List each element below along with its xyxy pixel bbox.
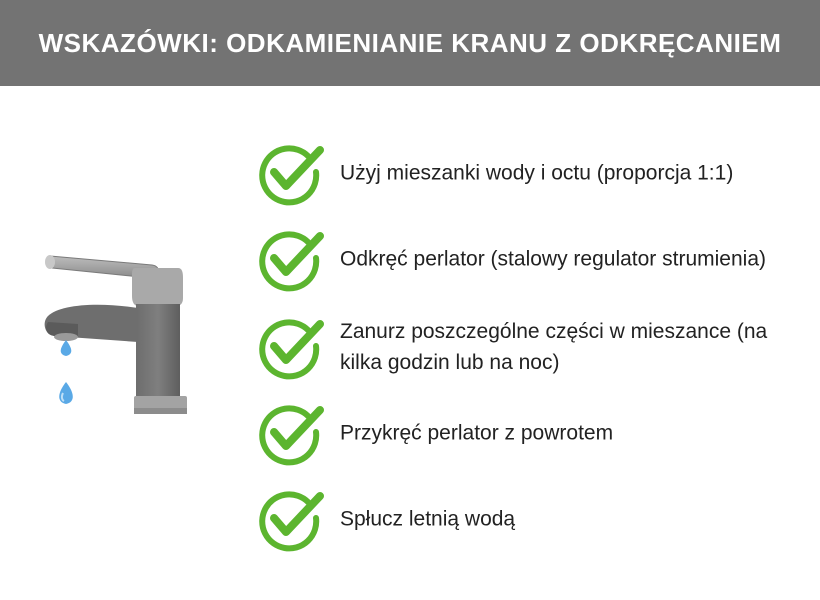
list-item: [258, 484, 798, 554]
checkmark-icon: [258, 400, 324, 466]
checkmark-icon: [258, 140, 324, 206]
list-item: [258, 138, 798, 208]
faucet-icon: [30, 238, 205, 428]
page-title: WSKAZÓWKI: ODKAMIENIANIE KRANU Z ODKRĘCANIEM: [38, 27, 782, 58]
checkmark-icon: [258, 226, 324, 292]
tip-text: Spłucz letnią wodą: [340, 507, 516, 531]
tip-text: Zanurz poszczególne części w mieszance (na kilka godzin lub na noc): [340, 320, 768, 374]
tip-text: Odkręć perlator (stalowy regulator strumienia): [340, 247, 766, 271]
checkmark-icon: [258, 314, 324, 380]
list-item: [258, 224, 798, 294]
list-item: [258, 398, 798, 468]
checkmark-icon: [258, 486, 324, 552]
header-bar: [0, 0, 820, 86]
tip-text: Przykręć perlator z powrotem: [340, 421, 614, 445]
tip-text: Użyj mieszanki wody i octu (proporcja 1:1): [340, 161, 734, 185]
list-item: [258, 312, 798, 382]
